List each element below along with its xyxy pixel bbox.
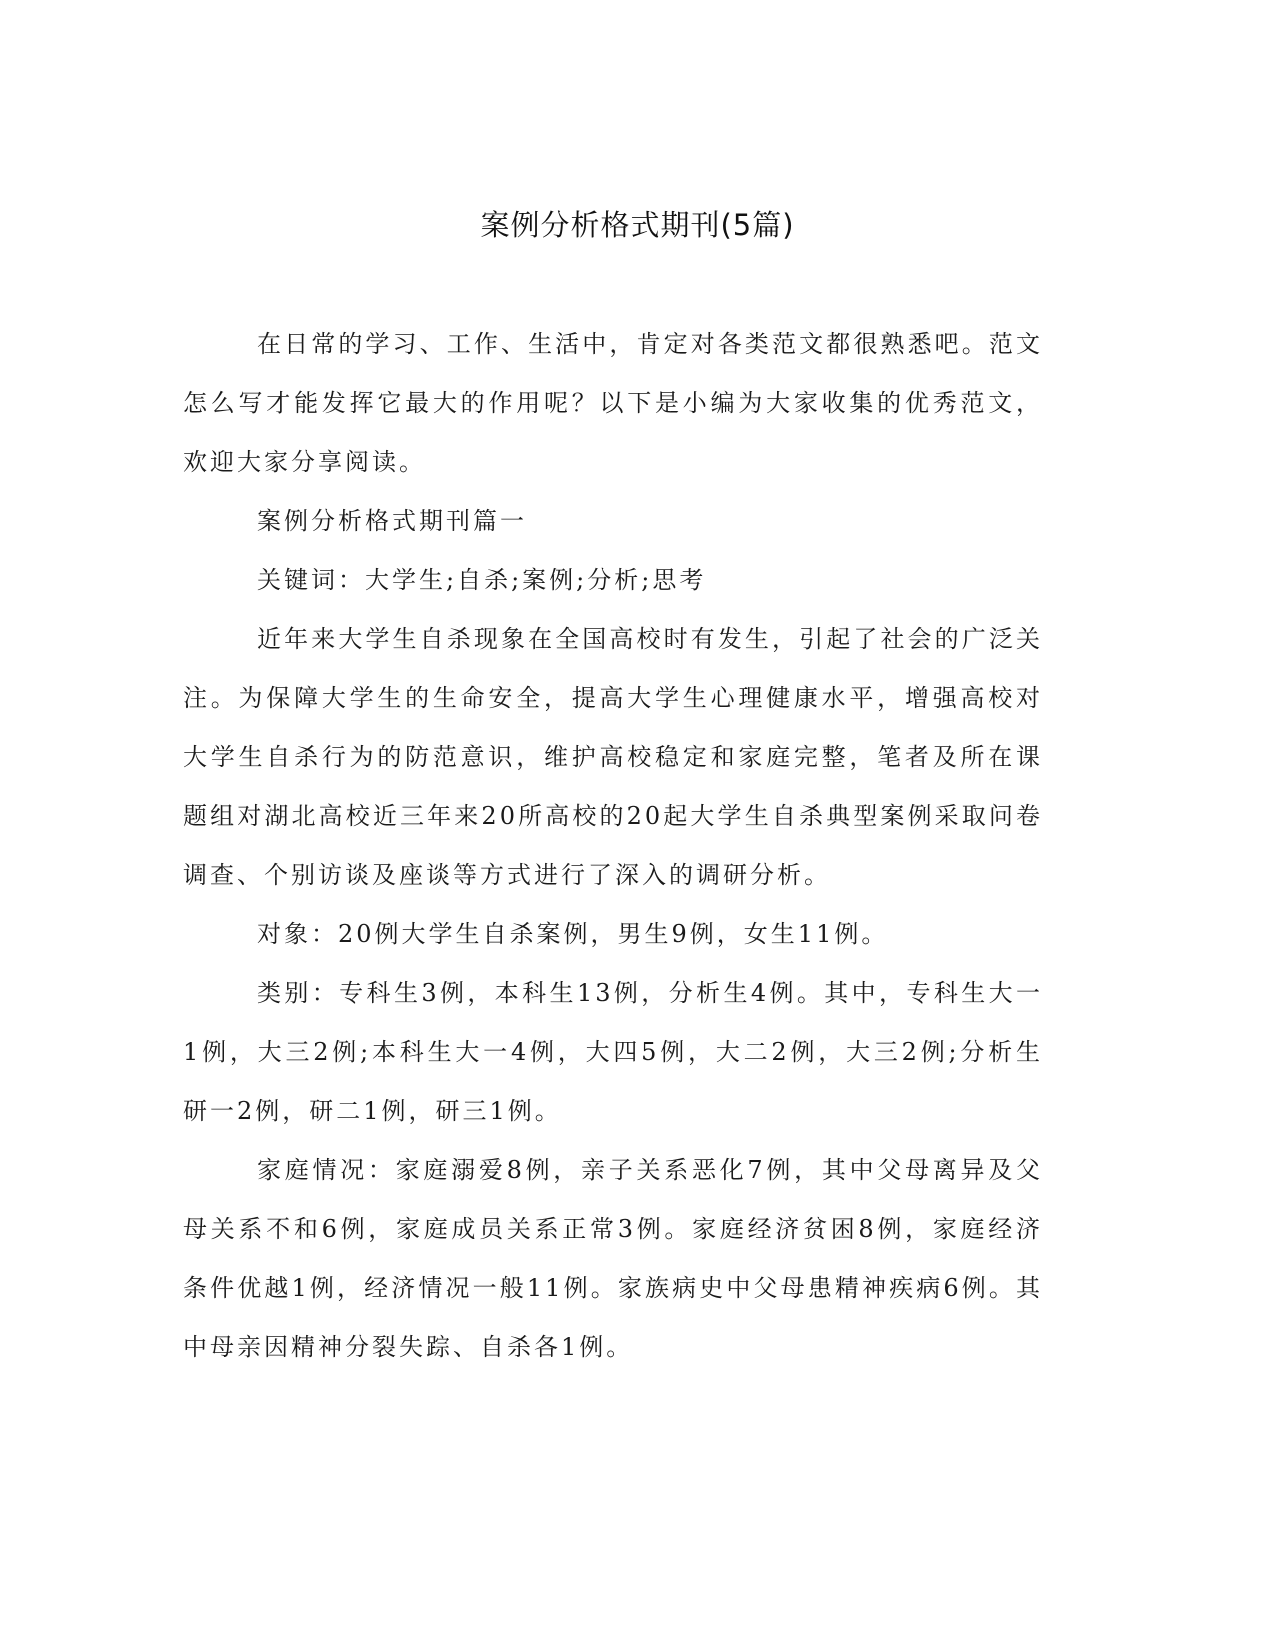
subjects-paragraph: 对象：20例大学生自杀案例，男生9例，女生11例。 — [257, 920, 889, 948]
document-title: 案例分析格式期刊(5篇) — [480, 208, 795, 242]
intro-paragraph: 在日常的学习、工作、生活中，肯定对各类范文都很熟悉吧。范文怎么写才能发挥它最大的作用呢？以下是小编为大家收集的优秀范文，欢迎大家分享阅读。 — [183, 330, 1043, 476]
family-paragraph: 家庭情况：家庭溺爱8例，亲子关系恶化7例，其中父母离异及父母关系不和6例，家庭成员关系正常3例。家庭经济贫困8例，家庭经济条件优越1例，经济情况一般11例。家族病史中父母患精神疾病6例。其中母亲因精神分裂失踪、自杀各1例。 — [183, 1156, 1043, 1361]
document-body — [183, 315, 1043, 1377]
categories-paragraph: 类别：专科生3例，本科生13例，分析生4例。其中，专科生大一1例，大三2例;本科生大一4例，大四5例，大二2例，大三2例;分析生研一2例，研二1例，研三1例。 — [183, 979, 1043, 1125]
keywords-paragraph: 关键词：大学生;自杀;案例;分析;思考 — [257, 566, 707, 594]
section-heading: 案例分析格式期刊篇一 — [257, 507, 527, 535]
background-paragraph: 近年来大学生自杀现象在全国高校时有发生，引起了社会的广泛关注。为保障大学生的生命安全，提高大学生心理健康水平，增强高校对大学生自杀行为的防范意识，维护高校稳定和家庭完整，笔者及所在课题组对湖北高校近三年来20所高校的20起大学生自杀典型案例采取问卷调查、个别访谈及座谈等方式进行了深入的调研分析。 — [183, 625, 1043, 889]
